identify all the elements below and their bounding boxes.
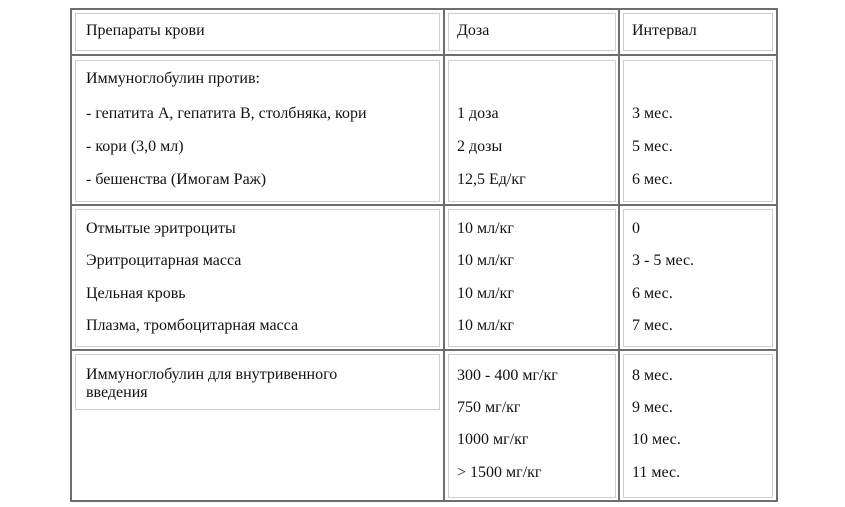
- row-divider-section1: [72, 204, 776, 206]
- blood-products-table: [70, 8, 778, 502]
- row-interval: 3 - 5 мес.: [632, 252, 695, 269]
- row-name: - кори (3,0 мл): [86, 138, 184, 155]
- row-name: Иммуноглобулин для внутривенного введения: [86, 366, 338, 401]
- row-interval: 9 мес.: [632, 399, 673, 416]
- row-interval: 6 мес.: [632, 285, 673, 302]
- row-interval: 5 мес.: [632, 138, 673, 155]
- row-name: Отмытые эритроциты: [86, 220, 236, 237]
- header-products: Препараты крови: [86, 22, 205, 39]
- row-divider-header: [72, 54, 776, 56]
- row-dose: 10 мл/кг: [457, 317, 514, 334]
- row-interval: 11 мес.: [632, 464, 681, 481]
- row-name: Плазма, тромбоцитарная масса: [86, 317, 299, 334]
- row-name: Цельная кровь: [86, 285, 186, 302]
- row-dose: 750 мг/кг: [457, 399, 521, 416]
- row-dose: 10 мл/кг: [457, 252, 514, 269]
- row-divider-section2: [72, 349, 776, 351]
- row-interval: 0: [632, 220, 640, 237]
- row-dose: 1000 мг/кг: [457, 431, 529, 448]
- row-interval: 10 мес.: [632, 431, 681, 448]
- row-dose: 10 мл/кг: [457, 285, 514, 302]
- row-dose: > 1500 мг/кг: [457, 464, 542, 481]
- row-name: - гепатита А, гепатита В, столбняка, кори: [86, 105, 367, 122]
- header-dose: Доза: [457, 22, 490, 39]
- row-name: - бешенства (Имогам Раж): [86, 171, 267, 188]
- row-dose: 300 - 400 мг/кг: [457, 367, 558, 384]
- row-name: Эритроцитарная масса: [86, 252, 242, 269]
- row-interval: 3 мес.: [632, 105, 673, 122]
- row-interval: 7 мес.: [632, 317, 673, 334]
- row-dose: 12,5 Ед/кг: [457, 171, 526, 188]
- header-interval: Интервал: [632, 22, 697, 39]
- row-interval: 6 мес.: [632, 171, 673, 188]
- column-divider-1: [443, 10, 445, 500]
- row-dose: 2 дозы: [457, 138, 503, 155]
- row-dose: 1 доза: [457, 105, 499, 122]
- section1-title: Иммуноглобулин против:: [86, 70, 260, 87]
- row-dose: 10 мл/кг: [457, 220, 514, 237]
- row-interval: 8 мес.: [632, 367, 673, 384]
- column-divider-2: [618, 10, 620, 500]
